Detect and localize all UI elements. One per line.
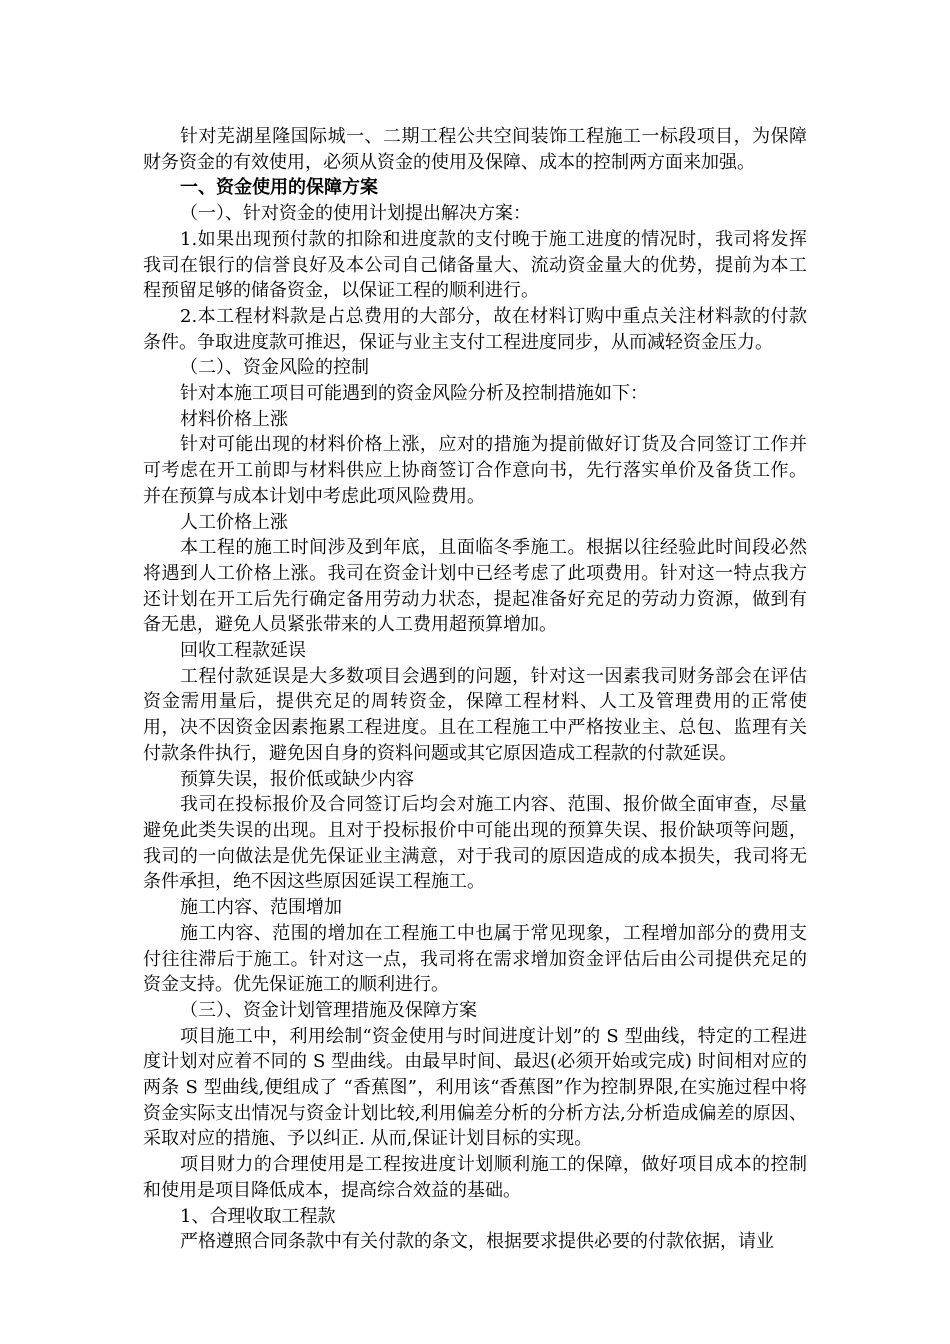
plan-management-paragraph-2: 项目财力的合理使用是工程按进度计划顺利施工的保障，做好项目成本的控制和使用是项目降低成本，提高综合效益的基础。 xyxy=(143,1154,807,1201)
risk-text-material-price: 针对可能出现的材料价格上涨，应对的措施为提前做好订货及合同签订工作并可考虑在开工前即与材料供应上协商签订合作意向书，先行落实单价及备货工作。并在预算与成本计划中考虑此项风险费用。 xyxy=(143,434,807,507)
subsection-heading-usage-plan: （一）、针对资金的使用计划提出解决方案： xyxy=(180,203,531,225)
risk-title-budget-error: 预算失误，报价低或缺少内容 xyxy=(180,768,414,790)
risk-text-labor-price: 本工程的施工时间涉及到年底，且面临冬季施工。根据以往经验此时间段必然将遇到人工价格上涨。我司在资金计划中已经考虑了此项费用。针对这一特点我方还计划在开工后先行确定备用劳动力状态，提起准备好充足的劳动力资源，做到有备无患，避免人员紧张带来的人工费用超预算增加。 xyxy=(143,537,807,636)
document-body xyxy=(143,124,807,1255)
item-text-collect-payment: 严格遵照合同条款中有关付款的条文，根据要求提供必要的付款依据，请业 xyxy=(180,1231,774,1253)
plan-management-paragraph-1: 项目施工中，利用绘制“资金使用与时间进度计划”的 S 型曲线，特定的工程进度计划对应着不同的 S 型曲线。由最早时间、最迟(必须开始或完成) 时间相对应的两条 S 型曲线,便组成了 “香蕉图”，利用该“香蕉图”作为控制界限,在实施过程中将资金实际支出情况与资金计划比较,利用偏差分析的分析方法,分析造成偏差的原因、采取对应的措施、予以纠正. 从而,保证计划目标的实现。 xyxy=(143,1025,807,1150)
risk-text-payment-delay: 工程付款延误是大多数项目会遇到的问题，针对这一因素我司财务部会在评估资金需用量后，提供充足的周转资金，保障工程材料、人工及管理费用的正常使用，决不因资金因素拖累工程进度。且在工程施工中严格按业主、总包、监理有关付款条件执行，避免因自身的资料问题或其它原因造成工程款的付款延误。 xyxy=(143,665,807,764)
subsection-heading-risk-control: （二）、资金风险的控制 xyxy=(180,357,369,379)
risk-text-scope-increase: 施工内容、范围的增加在工程施工中也属于常见现象，工程增加部分的费用支付往往滞后于施工。针对这一点，我司将在需求增加资金评估后由公司提供充足的资金支持。优先保证施工的顺利进行。 xyxy=(143,922,807,996)
risk-control-intro: 针对本施工项目可能遇到的资金风险分析及控制措施如下： xyxy=(180,383,648,405)
usage-plan-paragraph-1: 1.如果出现预付款的扣除和进度款的支付晚于施工进度的情况时，我司将发挥我司在银行的信誉良好及本公司自己储备量大、流动资金量大的优势，提前为本工程预留足够的储备资金，以保证工程的顺利进行。 xyxy=(143,228,807,302)
risk-title-payment-delay: 回收工程款延误 xyxy=(180,640,306,662)
intro-paragraph: 针对芜湖星隆国际城一、二期工程公共空间装饰工程施工一标段项目，为保障财务资金的有效使用，必须从资金的使用及保障、成本的控制两方面来加强。 xyxy=(143,126,807,173)
usage-plan-paragraph-2: 2.本工程材料款是占总费用的大部分，故在材料订购中重点关注材料款的付款条件。争取进度款可推迟，保证与业主支付工程进度同步，从而减轻资金压力。 xyxy=(143,305,807,353)
subsection-heading-plan-management: （三）、资金计划管理措施及保障方案 xyxy=(180,999,477,1021)
risk-title-labor-price: 人工价格上涨 xyxy=(180,511,288,533)
item-title-collect-payment: 1、合理收取工程款 xyxy=(180,1205,336,1227)
risk-text-budget-error: 我司在投标报价及合同签订后均会对施工内容、范围、报价做全面审查，尽量避免此类失误的出现。且对于投标报价中可能出现的预算失误、报价缺项等问题，我司的一向做法是优先保证业主满意，对于我司的原因造成的成本损失，我司将无条件承担，绝不因这些原因延误工程施工。 xyxy=(143,794,807,893)
risk-title-scope-increase: 施工内容、范围增加 xyxy=(180,897,342,919)
risk-title-material-price: 材料价格上涨 xyxy=(180,408,288,430)
section-heading-funding-guarantee: 一、资金使用的保障方案 xyxy=(180,177,378,199)
